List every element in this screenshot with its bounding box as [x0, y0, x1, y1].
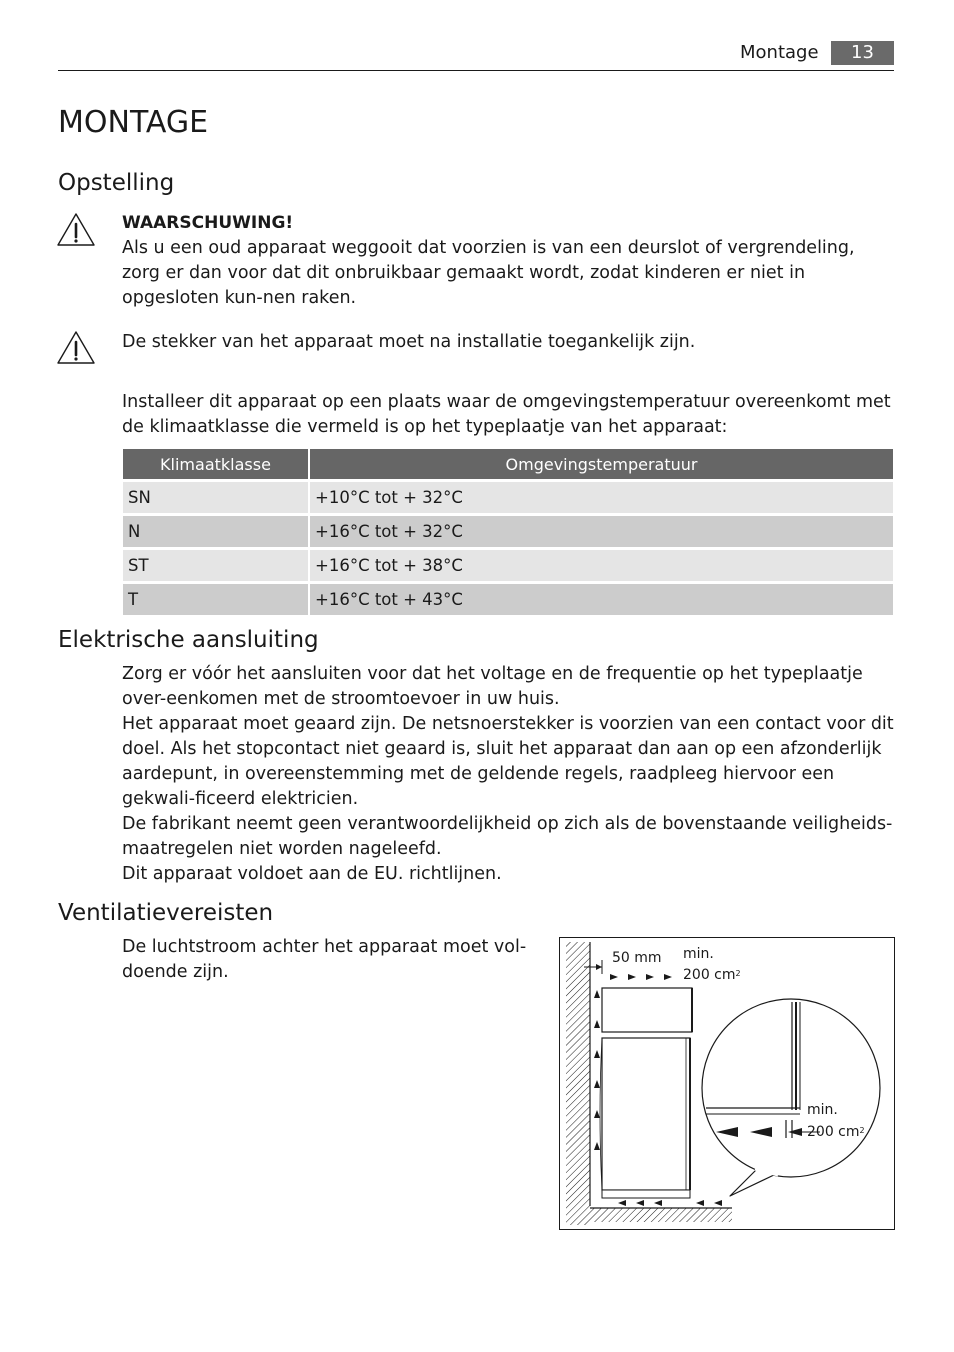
- elektrisch-text: [122, 662, 897, 887]
- bottom-area-label: [807, 1123, 865, 1141]
- cell-klasse: T: [123, 584, 308, 615]
- elektrisch-paragraph: Dit apparaat voldoet aan de EU. richtlijnen.: [122, 864, 502, 884]
- cell-temp: +16°C tot + 38°C: [310, 550, 893, 581]
- airflow-arrow: [646, 974, 654, 980]
- airflow-arrow: [628, 974, 636, 980]
- table-header-klimaatklasse: Klimaatklasse: [123, 449, 308, 479]
- table-header-omgevingstemperatuur: Omgevingstemperatuur: [310, 449, 893, 479]
- header-divider: [58, 70, 894, 71]
- airflow-arrow: [714, 1200, 722, 1206]
- page-number: 13: [831, 41, 894, 65]
- area-value: 200 cm: [683, 967, 736, 983]
- airflow-arrow: [594, 1050, 600, 1058]
- gap-arrow: [596, 964, 602, 970]
- airflow-arrow: [594, 1020, 600, 1028]
- bottom-min-label: min.: [807, 1102, 838, 1118]
- plinth: [602, 1190, 690, 1198]
- top-min-label: min.: [683, 946, 714, 962]
- airflow-arrow: [696, 1200, 704, 1206]
- climate-intro: [122, 390, 897, 440]
- warning-block-2: [122, 330, 897, 355]
- warning-block-1: [122, 211, 897, 311]
- table-row: [123, 482, 893, 513]
- airflow-arrow: [610, 974, 618, 980]
- airflow-arrow: [618, 1200, 626, 1206]
- warning-text-2: De stekker van het apparaat moet na installatie toegankelijk zijn.: [122, 332, 696, 352]
- climate-intro-text: Installeer dit apparaat op een plaats waar de omgevingstemperatuur overeenkomt met de klimaatklasse die vermeld is op het typeplaatje van het apparaat:: [122, 392, 891, 437]
- cell-temp: +16°C tot + 43°C: [310, 584, 893, 615]
- detail-magnifier: [702, 999, 880, 1177]
- ventilatie-text: [122, 935, 527, 985]
- ventilation-diagram: [559, 937, 895, 1230]
- cell-klasse: SN: [123, 482, 308, 513]
- airflow-arrow: [594, 1080, 600, 1088]
- top-area-label: [683, 966, 741, 984]
- table-row: [123, 550, 893, 581]
- table-row: [123, 516, 893, 547]
- area-superscript: 2: [735, 969, 741, 978]
- airflow-arrow: [664, 974, 672, 980]
- ventilatie-paragraph: De luchtstroom achter het apparaat moet vol-doende zijn.: [122, 937, 527, 982]
- airflow-arrow: [594, 1110, 600, 1118]
- cell-klasse: N: [123, 516, 308, 547]
- airflow-arrow: [594, 1142, 600, 1150]
- page-title: MONTAGE: [58, 105, 209, 140]
- airflow-arrow: [654, 1200, 662, 1206]
- elektrisch-paragraph: Zorg er vóór het aansluiten voor dat het voltage en de frequentie op het typeplaatje over-eenkomen met de stroomtoevoer in uw huis.: [122, 664, 863, 709]
- warning-icon: [56, 330, 96, 366]
- running-header-section: Montage: [740, 42, 819, 63]
- cell-temp: +16°C tot + 32°C: [310, 516, 893, 547]
- heading-opstelling: Opstelling: [58, 170, 175, 196]
- heading-elektrische-aansluiting: Elektrische aansluiting: [58, 627, 319, 653]
- distance-label: 50 mm: [612, 950, 662, 966]
- elektrisch-paragraph: Het apparaat moet geaard zijn. De netsnoerstekker is voorzien van een contact voor dit doel. Als het stopcontact niet geaard is, sluit het apparaat dan aan op een afzonderlijk aardepunt, in overeenstemming met de geldende regels, raadpleeg hiervoor een gekwali-ficeerd elektricien.: [122, 714, 894, 809]
- area-value: 200 cm: [807, 1124, 860, 1140]
- appliance-body: [602, 1038, 690, 1190]
- wall-hatch: [566, 942, 590, 1225]
- warning-text-1: Als u een oud apparaat weggooit dat voorzien is van een deurslot of vergrendeling, zorg er dan voor dat dit onbruikbaar gemaakt wordt, zodat kinderen er niet in opgesloten kun-nen raken.: [122, 238, 855, 308]
- elektrisch-paragraph: De fabrikant neemt geen verantwoordelijkheid op zich als de bovenstaande veiligheids-maatregelen niet worden nageleefd.: [122, 814, 893, 859]
- airflow-arrow: [636, 1200, 644, 1206]
- cell-klasse: ST: [123, 550, 308, 581]
- table-row: [123, 584, 893, 615]
- airflow-arrow: [594, 990, 600, 998]
- area-superscript: 2: [859, 1126, 865, 1135]
- warning-icon: [56, 212, 96, 248]
- warning-title: WAARSCHUWING!: [122, 213, 294, 233]
- upper-cabinet: [602, 988, 692, 1032]
- cell-temp: +10°C tot + 32°C: [310, 482, 893, 513]
- climate-class-table: [121, 446, 895, 618]
- floor-hatch: [590, 1208, 732, 1222]
- heading-ventilatievereisten: Ventilatievereisten: [58, 900, 274, 926]
